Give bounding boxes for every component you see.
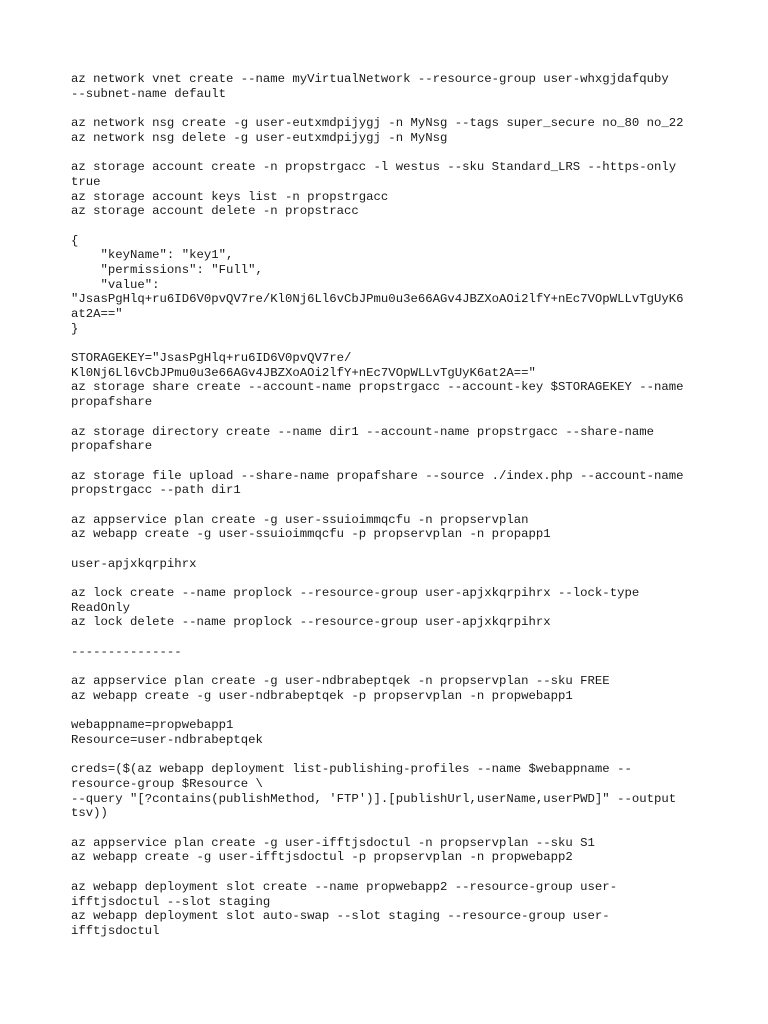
- text-line: true: [71, 174, 101, 189]
- text-line: az storage account keys list -n propstrgacc: [71, 189, 389, 204]
- text-line: user-apjxkqrpihrx: [71, 556, 197, 571]
- text-line: az appservice plan create -g user-ifftjsdoctul -n propservplan --sku S1: [71, 835, 595, 850]
- text-line: az storage file upload --share-name propafshare --source ./index.php --account-name: [71, 468, 684, 483]
- command-block-appservice-1: [71, 513, 711, 542]
- text-line: az storage account delete -n propstracc: [71, 204, 359, 219]
- command-block-storage-share: [71, 351, 711, 410]
- text-line: az lock create --name proplock --resource-group user-apjxkqrpihrx --lock-type: [71, 586, 640, 601]
- document-page: [71, 72, 711, 953]
- command-block-appservice-free: [71, 674, 711, 703]
- text-line: az webapp create -g user-ndbrabeptqek -p propservplan -n propwebapp1: [71, 688, 573, 703]
- command-block-file-upload: [71, 469, 711, 498]
- command-block-storage-account: [71, 160, 711, 219]
- json-key-block: [71, 234, 711, 337]
- text-line: az webapp deployment slot auto-swap --slot staging --resource-group user-: [71, 909, 610, 924]
- text-line: Resource=user-ndbrabeptqek: [71, 732, 263, 747]
- text-line: az storage directory create --name dir1 --account-name propstrgacc --share-name: [71, 424, 654, 439]
- text-line: az network nsg delete -g user-eutxmdpijygj -n MyNsg: [71, 130, 448, 145]
- text-line: --query "[?contains(publishMethod, 'FTP')].[publishUrl,userName,userPWD]" --output: [71, 791, 677, 806]
- text-line: --subnet-name default: [71, 86, 226, 101]
- text-line: az appservice plan create -g user-ndbrabeptqek -n propservplan --sku FREE: [71, 674, 610, 689]
- text-line: Kl0Nj6Ll6vCbJPmu0u3e66AGv4JBZXoAOi2lfY+nEc7VOpWLLvTgUyK6at2A==": [71, 365, 536, 380]
- text-line: at2A==": [71, 307, 123, 321]
- text-line: STORAGEKEY="JsasPgHlq+ru6ID6V0pvQV7re/: [71, 351, 352, 366]
- text-line: az lock delete --name proplock --resource-group user-apjxkqrpihrx: [71, 615, 551, 630]
- text-line: az webapp create -g user-ssuioimmqcfu -p propservplan -n propapp1: [71, 527, 551, 542]
- text-line: "JsasPgHlq+ru6ID6V0pvQV7re/Kl0Nj6Ll6vCbJPmu0u3e66AGv4JBZXoAOi2lfY+nEc7VOpWLLvTgUyK6: [71, 292, 684, 307]
- text-line: az storage account create -n propstrgacc -l westus --sku Standard_LRS --https-only: [71, 160, 677, 175]
- text-line: creds=($(az webapp deployment list-publishing-profiles --name $webappname --: [71, 762, 632, 777]
- text-line: "permissions": "Full",: [71, 262, 263, 277]
- command-block-creds: [71, 762, 711, 821]
- command-block-appservice-s1: [71, 836, 711, 865]
- text-line: "value":: [71, 277, 160, 292]
- command-block-nsg: [71, 116, 711, 145]
- text-line: ReadOnly: [71, 600, 131, 615]
- text-line: az storage share create --account-name propstrgacc --account-key $STORAGEKEY --name: [71, 380, 684, 395]
- command-block-storage-directory: [71, 425, 711, 454]
- text-line: ---------------: [71, 644, 182, 659]
- text-line: az network vnet create --name myVirtualNetwork --resource-group user-whxgjdafquby: [71, 72, 669, 86]
- resource-group-note: [71, 557, 711, 572]
- text-line: az webapp create -g user-ifftjsdoctul -p propservplan -n propwebapp2: [71, 850, 573, 865]
- command-block-vnet: [71, 72, 711, 101]
- section-divider: [71, 645, 711, 660]
- text-line: propafshare: [71, 439, 153, 454]
- text-line: webappname=propwebapp1: [71, 718, 234, 733]
- text-line: az appservice plan create -g user-ssuioimmqcfu -n propservplan: [71, 512, 529, 527]
- text-line: propafshare: [71, 395, 153, 410]
- text-line: az webapp deployment slot create --name propwebapp2 --resource-group user-: [71, 879, 618, 894]
- text-line: tsv)): [71, 806, 108, 821]
- text-line: propstrgacc --path dir1: [71, 483, 241, 498]
- variable-block: [71, 718, 711, 747]
- text-line: ifftjsdoctul: [71, 923, 160, 938]
- command-block-lock: [71, 586, 711, 630]
- text-line: ifftjsdoctul --slot staging: [71, 894, 271, 909]
- command-block-deployment-slot: [71, 880, 711, 939]
- text-line: resource-group $Resource \: [71, 777, 263, 791]
- text-line: az network nsg create -g user-eutxmdpijygj -n MyNsg --tags super_secure no_80 no_22: [71, 116, 684, 131]
- text-line: "keyName": "key1",: [71, 248, 234, 263]
- text-line: {: [71, 233, 79, 248]
- text-line: }: [71, 321, 79, 336]
